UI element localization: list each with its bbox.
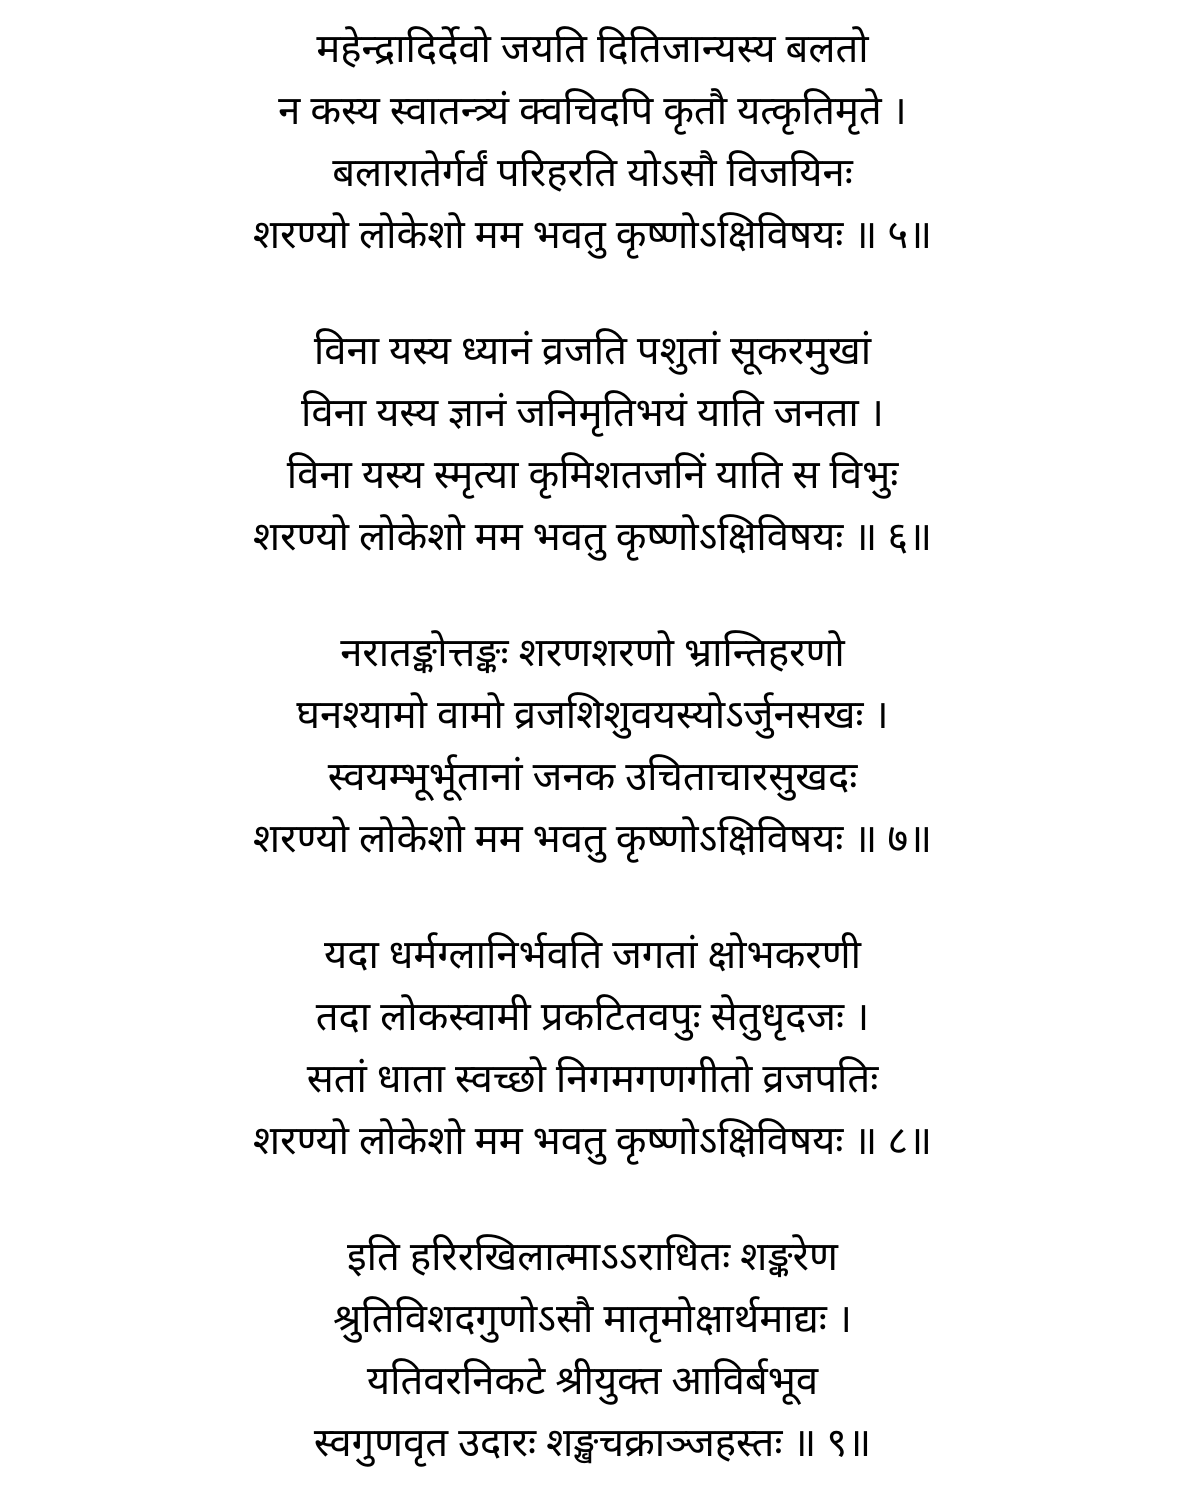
verse-line-refrain: शरण्यो लोकेशो मम भवतु कृष्णोऽक्षिविषयः ॥ ६॥	[252, 514, 933, 559]
verse-line: सतां धाता स्वच्छो निगमगणगीतो व्रजपतिः	[306, 1056, 879, 1101]
verse-line: स्वयम्भूर्भूतानां जनक उचिताचारसुखदः	[327, 754, 858, 799]
verse-line-final: स्वगुणवृत उदारः शङ्खचक्राञ्जहस्तः ॥ ९॥	[313, 1420, 872, 1465]
stanza-7	[0, 622, 1185, 870]
verse-line: यतिवरनिकटे श्रीयुक्त आविर्बभूव	[366, 1358, 819, 1403]
verse-line: तदा लोकस्वामी प्रकटितवपुः सेतुधृदजः ।	[315, 994, 870, 1039]
verse-line: इति हरिरखिलात्माऽऽराधितः शङ्करेण	[347, 1234, 838, 1279]
verse-line-refrain: शरण्यो लोकेशो मम भवतु कृष्णोऽक्षिविषयः ॥ ८॥	[252, 1118, 933, 1163]
verse-line: विना यस्य ध्यानं व्रजति पशुतां सूकरमुखां	[313, 328, 872, 373]
verse-line: नरातङ्कोत्तङ्कः शरणशरणो भ्रान्तिहरणो	[340, 630, 845, 675]
verse-line-refrain: शरण्यो लोकेशो मम भवतु कृष्णोऽक्षिविषयः ॥ ५॥	[252, 212, 933, 257]
verse-line: विना यस्य स्मृत्या कृमिशतजनिं याति स विभुः	[286, 452, 899, 497]
verse-line: श्रुतिविशदगुणोऽसौ मातृमोक्षार्थमाद्यः ।	[332, 1296, 853, 1341]
stanza-5	[0, 18, 1185, 266]
verse-line: विना यस्य ज्ञानं जनिमृतिभयं याति जनता ।	[301, 390, 884, 435]
stanza-6	[0, 320, 1185, 568]
verse-line: यदा धर्मग्लानिर्भवति जगतां क्षोभकरणी	[324, 932, 861, 977]
verse-line: घनश्यामो वामो व्रजशिशुवयस्योऽर्जुनसखः ।	[296, 692, 889, 737]
stanza-8	[0, 924, 1185, 1172]
verse-line: न कस्य स्वातन्त्र्यं क्वचिदपि कृतौ यत्कृतिमृते ।	[278, 88, 907, 133]
verse-line: बलारातेर्गर्वं परिहरति योऽसौ विजयिनः	[332, 150, 853, 195]
verse-line: महेन्द्रादिर्देवो जयति दितिजान्यस्य बलतो	[316, 26, 869, 71]
verse-line-refrain: शरण्यो लोकेशो मम भवतु कृष्णोऽक्षिविषयः ॥ ७॥	[252, 816, 933, 861]
stanza-9	[0, 1226, 1185, 1474]
